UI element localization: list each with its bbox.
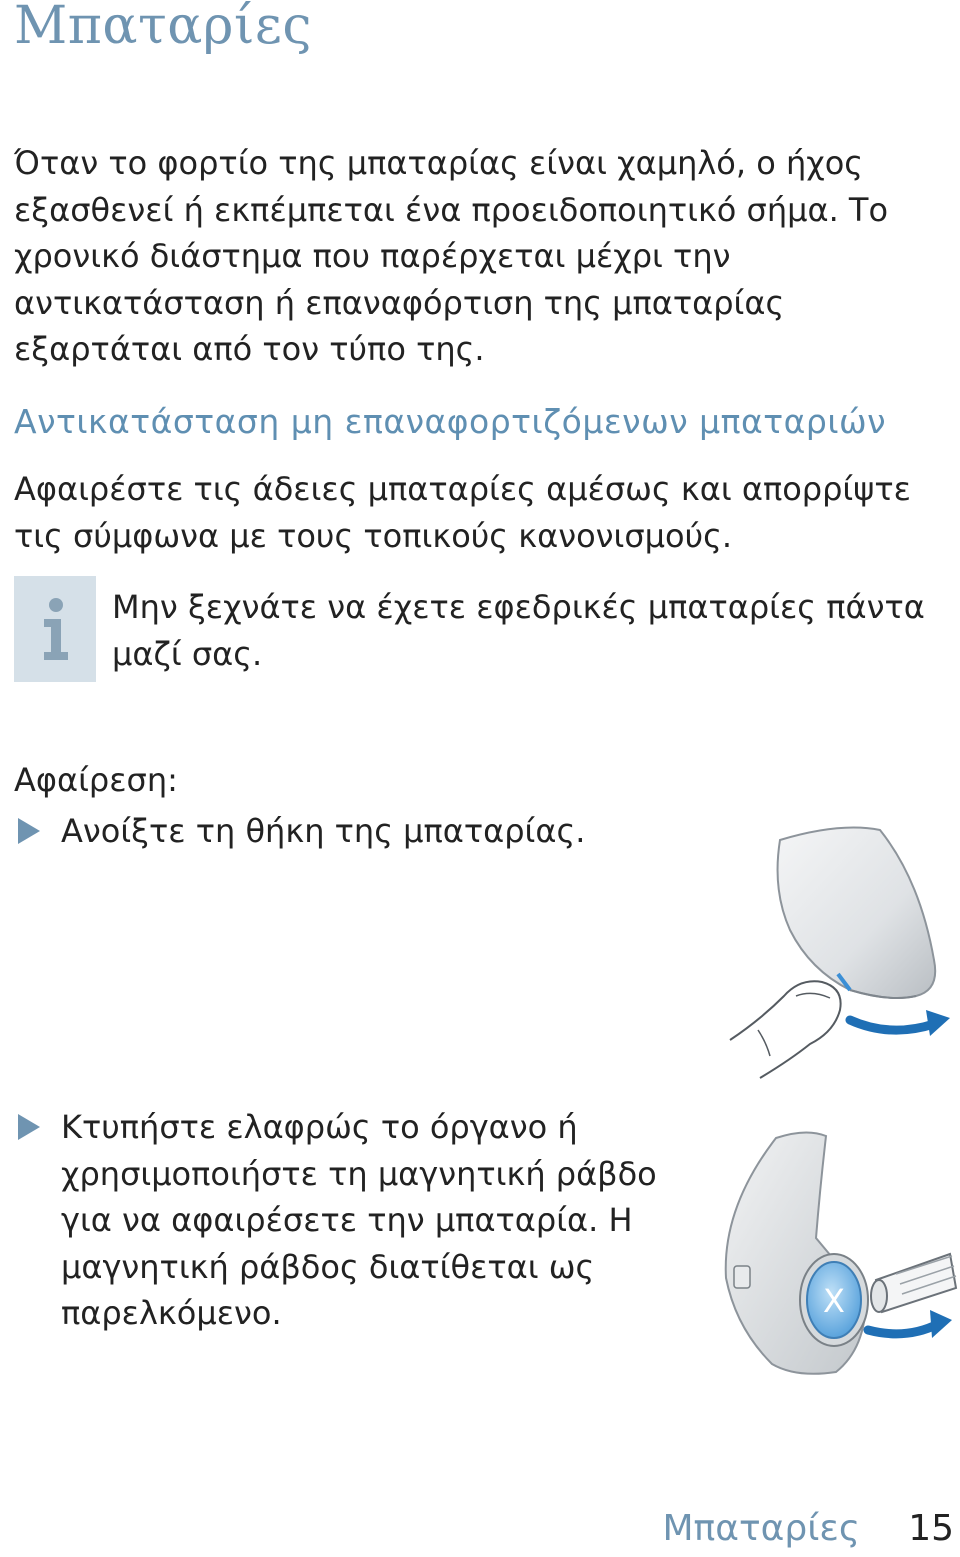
step-arrow-icon [18, 818, 40, 844]
info-text: Μην ξεχνάτε να έχετε εφεδρικές μπαταρίες πάντα μαζί σας. [112, 588, 925, 673]
intro-paragraph: Όταν το φορτίο της μπαταρίας είναι χαμηλό, ο ήχος εξασθενεί ή εκπέμπεται ένα προειδοποιητικό σήμα. Το χρονικό διάστημα που παρέρχεται μέχρι την αντικατάσταση ή επαναφόρτιση της μπαταρίας εξαρτάται από τον τύπο της. [14, 144, 889, 368]
info-icon [14, 576, 96, 682]
remove-battery-illustration [716, 1128, 960, 1384]
page-title: Μπαταρίες [14, 0, 312, 56]
step-text: Κτυπήστε ελαφρώς το όργανο ή χρησιμοποιήστε τη μαγνητική ράβδο για να αφαιρέσετε την μπαταρία. Η μαγνητική ράβδος διατίθεται ως παρελκόμενο. [61, 1108, 657, 1332]
step-arrow-icon [18, 1114, 40, 1140]
section-paragraph: Αφαιρέστε τις άδειες μπαταρίες αμέσως και απορρίψτε τις σύμφωνα με τους τοπικούς κανονισμούς. [14, 470, 911, 555]
removal-label: Αφαίρεση: [14, 761, 178, 799]
info-icon-box [14, 576, 96, 682]
step-text: Ανοίξτε τη θήκη της μπαταρίας. [61, 812, 586, 850]
battery-mark: X [823, 1282, 845, 1320]
page-number: 15 [908, 1508, 954, 1549]
open-battery-door-illustration [720, 820, 956, 1082]
section-heading: Αντικατάσταση μη επαναφορτιζόμενων μπαταριών [14, 402, 887, 441]
footer-section-title: Μπαταρίες [662, 1508, 860, 1549]
